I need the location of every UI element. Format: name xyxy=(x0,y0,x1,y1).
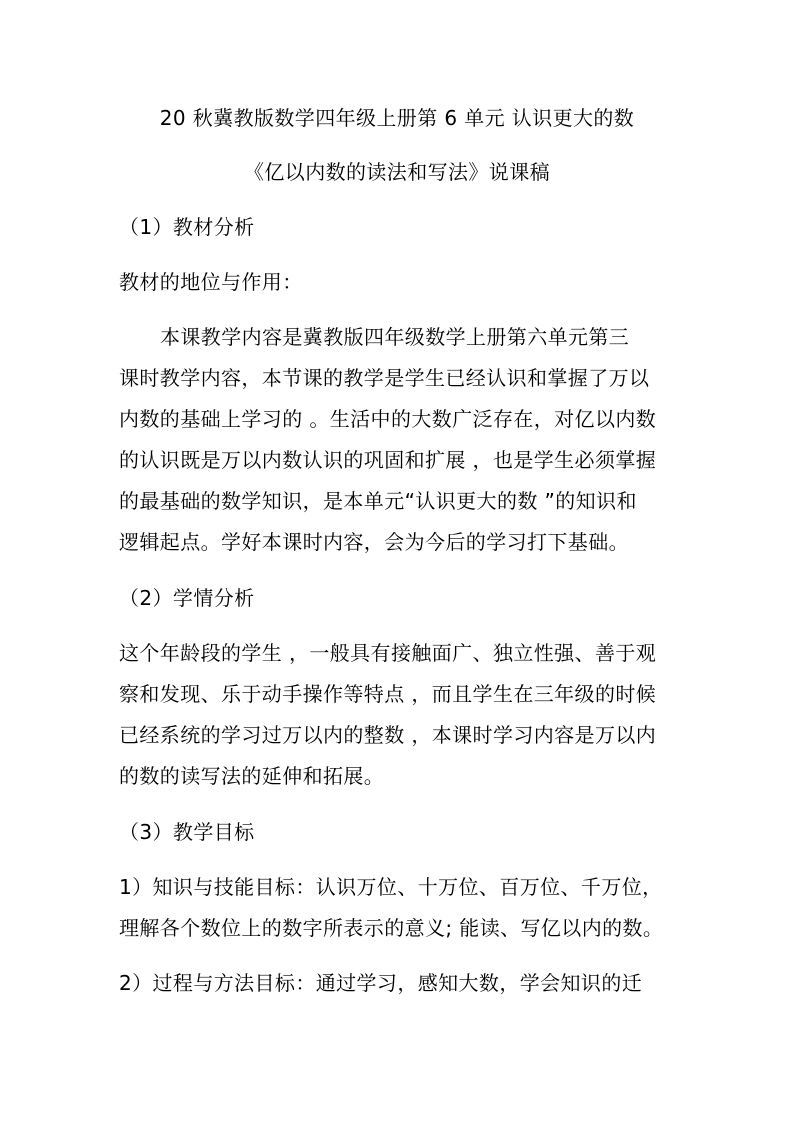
paragraph-line: 本课教学内容是冀教版四年级数学上册第六单元第三 xyxy=(160,325,630,349)
document-title-line-1: 20 秋冀教版数学四年级上册第 6 单元 认识更大的数 xyxy=(159,106,635,130)
section-heading-student-analysis: （2）学情分析 xyxy=(119,586,255,610)
paragraph-line: 已经系统的学习过万以内的整数 ，本课时学习内容是万以内 xyxy=(119,723,657,747)
paragraph-line: 课时教学内容，本节课的教学是学生已经认识和掌握了万以 xyxy=(119,366,650,390)
paragraph-line: 这个年龄段的学生 ，一般具有接触面广、独立性强、善于观 xyxy=(119,641,657,665)
paragraph-line: 的数的读写法的延伸和拓展。 xyxy=(119,764,385,788)
document-title-line-2: 《亿以内数的读法和写法》说课稿 xyxy=(244,160,550,184)
paragraph-line: 的认识既是万以内数认识的巩固和扩展 ，也是学生必须掌握 xyxy=(119,448,657,472)
goal-line: 1）知识与技能目标：认识万位、十万位、百万位、千万位， xyxy=(119,875,663,899)
goal-line: 2）过程与方法目标：通过学习，感知大数，学会知识的迁 xyxy=(119,971,643,995)
section-heading-textbook-analysis: （1）教材分析 xyxy=(119,215,255,239)
section-heading-teaching-goals: （3）教学目标 xyxy=(119,820,255,844)
section-subheading-role: 教材的地位与作用： xyxy=(119,270,303,294)
paragraph-line: 内数的基础上学习的 。生活中的大数广泛存在，对亿以内数 xyxy=(119,407,657,431)
goal-line: 理解各个数位上的数字所表示的意义; 能读、写亿以内的数。 xyxy=(119,916,664,940)
paragraph-line: 的最基础的数学知识，是本单元“认识更大的数 ”的知识和 xyxy=(119,489,637,513)
paragraph-line: 察和发现、乐于动手操作等特点 ，而且学生在三年级的时候 xyxy=(119,682,657,706)
paragraph-line: 逻辑起点。学好本课时内容，会为今后的学习打下基础。 xyxy=(119,530,629,554)
